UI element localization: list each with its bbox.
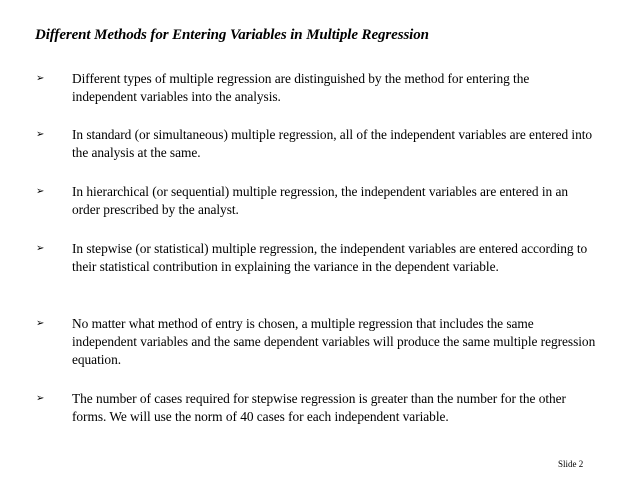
bullet-text: Different types of multiple regression are distinguished by the method for entering the independent variables into the analysis. [72,71,530,104]
arrowhead-bullet-icon: ➢ [36,129,45,140]
arrowhead-bullet-icon: ➢ [36,243,45,254]
bullet-text: The number of cases required for stepwise regression is greater than the number for the other forms. We will use the norm of 40 cases for each independent variable. [72,391,566,424]
bullet-item [36,126,596,162]
arrowhead-bullet-icon: ➢ [36,318,45,329]
bullet-item [36,240,596,276]
bullet-item [36,390,596,426]
arrowhead-bullet-icon: ➢ [36,393,45,404]
bullet-text: In hierarchical (or sequential) multiple regression, the independent variables are entered in an order prescribed by the analyst. [72,184,569,217]
arrowhead-bullet-icon: ➢ [36,73,45,84]
bullet-item [36,183,596,219]
bullet-item [36,315,596,369]
slide-number: Slide 2 [558,459,584,469]
arrowhead-bullet-icon: ➢ [36,186,45,197]
bullet-text: No matter what method of entry is chosen, a multiple regression that includes the same independent variables and the same dependent variables will produce the same multiple regression equation. [72,316,596,367]
bullet-text: In stepwise (or statistical) multiple regression, the independent variables are entered according to their statistical contribution in explaining the variance in the dependent variable. [72,241,588,274]
bullet-item [36,70,596,106]
bullet-text: In standard (or simultaneous) multiple regression, all of the independent variables are entered into the analysis at the same. [72,127,593,160]
slide-title: Different Methods for Entering Variables in Multiple Regression [35,27,429,43]
